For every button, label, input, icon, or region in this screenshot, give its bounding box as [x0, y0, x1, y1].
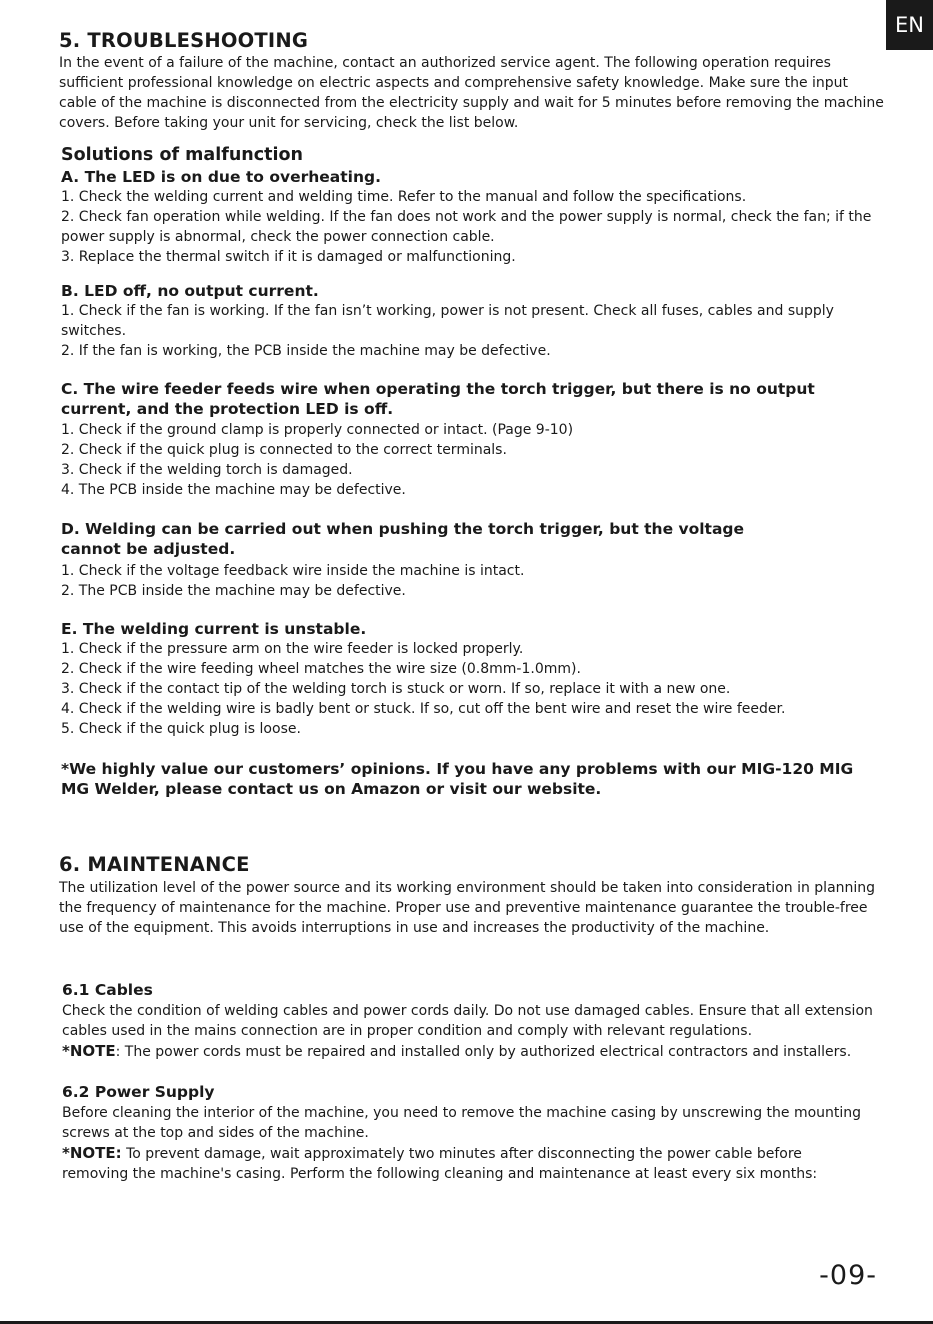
- power-text: [62, 1103, 862, 1184]
- fault-d-heading: D. Welding can be carried out when pushing the torch trigger, but the voltage cannot be adjusted.: [61, 520, 745, 559]
- list-item: 1. Check if the ground clamp is properly connected or intact. (Page 9-10): [61, 422, 574, 438]
- cables-heading: 6.1 Cables: [62, 981, 153, 999]
- cables-text: [62, 1001, 892, 1062]
- maintenance-title: 6. MAINTENANCE: [59, 853, 250, 876]
- list-item: 2. If the fan is working, the PCB inside the machine may be defective.: [61, 343, 551, 360]
- power-heading: 6.2 Power Supply: [62, 1083, 215, 1101]
- list-item: 4. Check if the welding wire is badly bent or stuck. If so, cut off the bent wire and reset the wire feeder.: [61, 701, 786, 718]
- list-item: 2. Check if the wire feeding wheel matches the wire size (0.8mm-1.0mm).: [61, 661, 581, 678]
- fault-c-heading: C. The wire feeder feeds wire when operating the torch trigger, but there is no output current, and the protection LED is off.: [61, 380, 815, 419]
- solutions-title: Solutions of malfunction: [61, 145, 303, 165]
- list-item: 3. Check if the contact tip of the welding torch is stuck or worn. If so, replace it with a new one.: [61, 681, 731, 698]
- list-item: 1. Check if the fan is working. If the fan isn’t working, power is not present. Check all fuses, cables and supply switches.: [61, 303, 834, 340]
- power-note-text: To prevent damage, wait approximately two minutes after disconnecting the power cable before removing the machine's casing. Perform the following cleaning and maintenance at least every six months:: [62, 1146, 818, 1183]
- power-note-label: *NOTE:: [62, 1144, 122, 1163]
- cables-note-label: *NOTE: [62, 1042, 116, 1061]
- list-item: 5. Check if the quick plug is loose.: [61, 721, 301, 738]
- fault-a-list: [61, 187, 889, 267]
- fault-e-list: [61, 639, 889, 739]
- list-item: 2. Check if the quick plug is connected to the correct terminals.: [61, 442, 507, 459]
- troubleshooting-intro: In the event of a failure of the machine, contact an authorized service agent. The following operation requires sufficient professional knowledge on electric aspects and comprehensive safety knowledge. Make sure the input cable of the machine is disconnected from the electricity supply and wait for 5 minutes before removing the machine covers. Before taking your unit for servicing, check the list below.: [59, 55, 884, 132]
- fault-a-heading: A. The LED is on due to overheating.: [61, 168, 381, 186]
- list-item: 1. Check if the voltage feedback wire inside the machine is intact.: [61, 563, 525, 579]
- page-number: -09-: [819, 1260, 877, 1291]
- customer-note: *We highly value our customers’ opinions. If you have any problems with our MIG-120 MIG MG Welder, please contact us on Amazon or visit our website.: [61, 760, 854, 799]
- list-item: 2. The PCB inside the machine may be defective.: [61, 583, 406, 600]
- cables-note-text: : The power cords must be repaired and installed only by authorized electrical contractors and installers.: [115, 1044, 852, 1061]
- fault-e-heading: E. The welding current is unstable.: [61, 620, 367, 638]
- list-item: 1. Check the welding current and welding time. Refer to the manual and follow the specifications.: [61, 189, 747, 205]
- list-item: 3. Replace the thermal switch if it is damaged or malfunctioning.: [61, 249, 516, 266]
- list-item: 3. Check if the welding torch is damaged.: [61, 462, 353, 479]
- list-item: 4. The PCB inside the machine may be defective.: [61, 482, 406, 499]
- fault-d-list: [61, 561, 889, 601]
- power-body: Before cleaning the interior of the machine, you need to remove the machine casing by unscrewing the mounting screws at the top and sides of the machine.: [62, 1105, 862, 1142]
- maintenance-intro: The utilization level of the power source and its working environment should be taken into consideration in planning the frequency of maintenance for the machine. Proper use and preventive maintenance guarantee the trouble-free use of the equipment. This avoids interruptions in use and increases the productivity of the machine.: [59, 880, 876, 937]
- language-tab: EN: [886, 0, 933, 50]
- fault-c-list: [61, 420, 889, 500]
- list-item: 1. Check if the pressure arm on the wire feeder is locked properly.: [61, 641, 524, 657]
- list-item: 2. Check fan operation while welding. If the fan does not work and the power supply is normal, check the fan; if the power supply is abnormal, check the power connection cable.: [61, 209, 872, 246]
- fault-b-heading: B. LED off, no output current.: [61, 282, 319, 300]
- troubleshooting-title: 5. TROUBLESHOOTING: [59, 29, 309, 52]
- cables-body: Check the condition of welding cables and power cords daily. Do not use damaged cables. Ensure that all extension cables used in the mains connection are in proper condition and comply with relevant regulations.: [62, 1003, 873, 1040]
- fault-b-list: [61, 301, 889, 361]
